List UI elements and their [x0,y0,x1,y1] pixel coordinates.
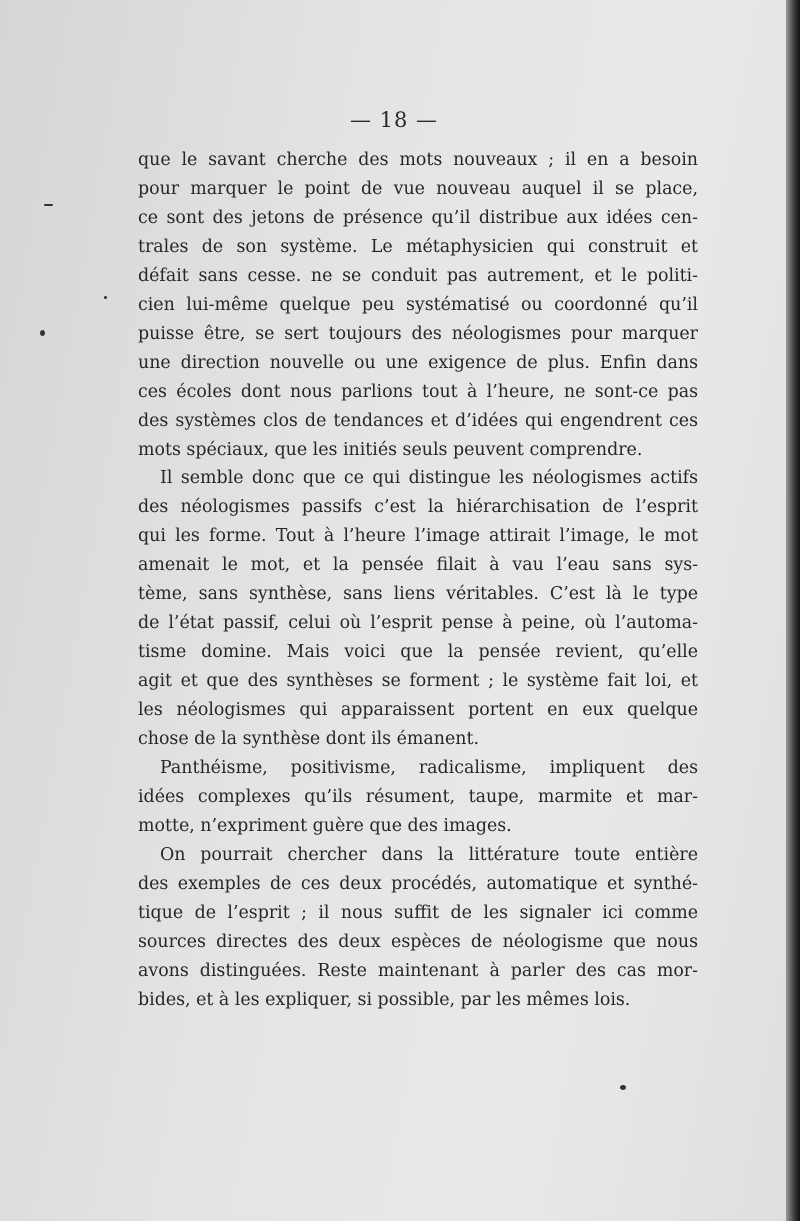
paragraph-end-line: mots spéciaux, que les initiés seuls peuvent comprendre. [138,439,643,460]
ink-speck [620,1085,626,1090]
ink-speck [40,330,45,336]
text-line: une direction nouvelle ou une exigence de plus. Enfin dans [138,352,698,373]
text-line: des systèmes clos de tendances et d’idées qui engendrent ces [138,410,698,431]
page-number: — 18 — [349,108,439,132]
ink-speck [104,296,107,299]
text-line: pour marquer le point de vue nouveau auquel il se place, [138,178,698,199]
paragraph-start-line: Il semble donc que ce qui distingue les néologismes actifs [160,468,698,489]
page-edge-shadow [786,0,800,1221]
text-line: tème, sans synthèse, sans liens véritables. C’est là le type [138,584,698,605]
text-line: puisse être, se sert toujours des néologismes pour marquer [138,323,698,344]
paragraph-end-line: chose de la synthèse dont ils émanent. [138,729,479,750]
text-line: sources directes des deux espèces de néologisme que nous [138,931,698,952]
text-line: avons distinguées. Reste maintenant à parler des cas mor- [138,960,698,981]
text-line: trales de son système. Le métaphysicien qui construit et [138,236,698,257]
text-line: cien lui-même quelque peu systématisé ou coordonné qu’il [138,294,698,315]
paragraph-end-line: motte, n’expriment guère que des images. [138,815,512,836]
paragraph-start-line: Panthéisme, positivisme, radicalisme, impliquent des [160,758,698,779]
paragraph-start-line: On pourrait chercher dans la littérature toute entière [160,844,698,865]
text-line: ces écoles dont nous parlions tout à l’heure, ne sont-ce pas [138,381,698,402]
text-line: des néologismes passifs c’est la hiérarchisation de l’esprit [138,497,698,518]
text-line: ce sont des jetons de présence qu’il distribue aux idées cen- [138,207,698,228]
text-line: tique de l’esprit ; il nous suffit de les signaler ici comme [138,902,698,923]
body-text [138,146,698,1015]
text-line: amenait le mot, et la pensée filait à vau l’eau sans sys- [138,555,698,576]
text-line: agit et que des synthèses se forment ; le système fait loi, et [138,671,698,692]
text-line: défait sans cesse. ne se conduit pas autrement, et le politi- [138,265,698,286]
text-line: qui les forme. Tout à l’heure l’image attirait l’image, le mot [138,526,698,547]
text-line: de l’état passif, celui où l’esprit pense à peine, où l’automa- [138,613,698,634]
text-line: tisme domine. Mais voici que la pensée revient, qu’elle [138,642,698,663]
paragraph-end-line: bides, et à les expliquer, si possible, par les mêmes lois. [138,989,631,1010]
ink-speck [44,204,53,206]
text-line: les néologismes qui apparaissent portent en eux quelque [138,700,698,721]
text-line: des exemples de ces deux procédés, automatique et synthé- [138,873,698,894]
text-line: que le savant cherche des mots nouveaux ; il en a besoin [138,150,698,170]
text-line: idées complexes qu’ils résument, taupe, marmite et mar- [138,786,698,807]
